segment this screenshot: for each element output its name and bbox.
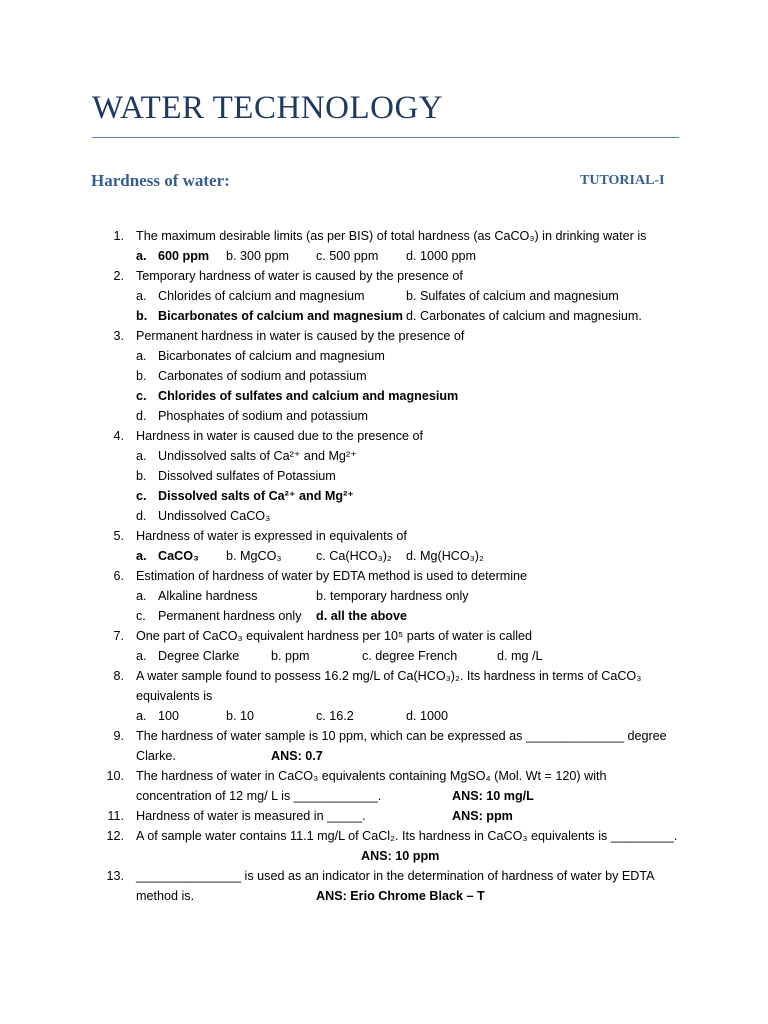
option-d: d. 1000 ppm [406,249,477,263]
option-b: b. 300 ppm [226,249,290,263]
option-c [136,486,354,506]
option-a [136,286,365,306]
option-c: c. 500 ppm [316,249,379,263]
answer-text: ANS: ppm [452,809,513,823]
option-text: Dissolved sulfates of Potassium [158,469,336,483]
option-c [136,386,458,406]
title-rule [92,137,679,138]
option-d [136,406,368,426]
option-text: Bicarbonates of calcium and magnesium [158,349,385,363]
question-number: 3. [113,329,124,343]
option-text: Undissolved CaCO₃ [158,509,271,523]
option-label: c. [136,609,146,623]
option-d: d. Mg(HCO₃)₂ [406,549,484,563]
option-label: a. [136,589,147,603]
question-2 [0,266,768,326]
question-text: Temporary hardness of water is caused by the presence of [136,269,463,283]
option-label: b. [136,369,147,383]
question-1 [0,226,768,266]
question-text: Permanent hardness in water is caused by the presence of [136,329,465,343]
tutorial-label: TUTORIAL-I [580,173,665,188]
question-text: The hardness of water in CaCO₃ equivalents containing MgSO₄ (Mol. Wt = 120) with [136,769,607,783]
question-number: 12. [106,829,124,843]
option-c [136,606,302,626]
question-text: The hardness of water sample is 10 ppm, which can be expressed as ______________ degree [136,729,667,743]
option-d: d. mg /L [497,649,543,663]
option-b: b. temporary hardness only [316,589,469,603]
option-label: b. [136,309,148,323]
question-5 [0,526,768,566]
option-text: Phosphates of sodium and potassium [158,409,369,423]
question-text: A of sample water contains 11.1 mg/L of CaCl₂. Its hardness in CaCO₃ equivalents is _________. [136,829,678,843]
option-text: Chlorides of calcium and magnesium [158,289,365,303]
option-b: b. 10 [226,709,255,723]
question-text-continued: concentration of 12 mg/ L is ____________. [136,789,382,803]
option-label: a. [136,249,147,263]
question-number: 8. [113,669,124,683]
question-text: Hardness of water is expressed in equivalents of [136,529,407,543]
question-list [0,226,768,906]
question-number: 2. [113,269,124,283]
question-4 [0,426,768,526]
answer-text: ANS: 0.7 [271,749,323,763]
question-10 [0,766,768,806]
question-6 [0,566,768,626]
question-text: _______________ is used as an indicator in the determination of hardness of water by EDTA [136,869,655,883]
question-text: Estimation of hardness of water by EDTA method is used to determine [136,569,528,583]
option-c: c. degree French [362,649,458,663]
option-label: c. [136,489,147,503]
option-text: Bicarbonates of calcium and magnesium [158,309,403,323]
question-number: 9. [113,729,124,743]
option-label: d. [136,509,147,523]
page-title: WATER TECHNOLOGY [92,90,444,126]
question-number: 4. [113,429,124,443]
question-text-continued: method is. [136,889,195,903]
answer-text: ANS: 10 mg/L [452,789,534,803]
question-text: A water sample found to possess 16.2 mg/L of Ca(HCO₃)₂. Its hardness in terms of CaCO₃ [136,669,642,683]
option-a [136,646,239,666]
option-d: d. 1000 [406,709,449,723]
question-text-continued: Clarke. [136,749,176,763]
option-a [136,246,209,266]
option-b: b. MgCO₃ [226,549,282,563]
question-text: The maximum desirable limits (as per BIS) of total hardness (as CaCO₃) in drinking water is [136,229,647,243]
answer-text: ANS: 10 ppm [361,849,440,863]
option-label: a. [136,549,147,563]
question-9 [0,726,768,766]
option-label: d. [136,409,147,423]
option-c: c. 16.2 [316,709,354,723]
question-number: 7. [113,629,124,643]
section-heading: Hardness of water: [91,171,230,190]
question-number: 11. [107,809,124,823]
question-number: 10. [106,769,124,783]
option-label: a. [136,349,147,363]
option-a [136,706,179,726]
option-text: Degree Clarke [158,649,240,663]
question-8 [0,666,768,726]
option-text: CaCO₃ [158,549,199,563]
question-number: 13. [106,869,124,883]
option-text: Alkaline hardness [158,589,258,603]
option-text: Permanent hardness only [158,609,302,623]
question-12 [0,826,768,866]
option-label: c. [136,389,147,403]
question-13 [0,866,768,906]
option-d: d. all the above [316,609,407,623]
question-11 [0,806,768,826]
question-text-continued: equivalents is [136,689,213,703]
option-a [136,586,257,606]
option-b: b. ppm [271,649,310,663]
question-number: 1. [113,229,124,243]
question-number: 6. [113,569,124,583]
option-label: b. [136,469,147,483]
option-text: Chlorides of sulfates and calcium and magnesium [158,389,459,403]
question-number: 5. [113,529,124,543]
option-a [136,446,357,466]
option-b [136,366,367,386]
option-a [136,546,199,566]
option-c [136,306,403,326]
option-b [136,466,336,486]
question-7 [0,626,768,666]
option-text: Undissolved salts of Ca²⁺ and Mg²⁺ [158,449,357,463]
option-d: d. Carbonates of calcium and magnesium. [406,309,642,323]
option-label: a. [136,289,147,303]
option-label: a. [136,709,147,723]
option-a [136,346,385,366]
question-3 [0,326,768,426]
option-text: Carbonates of sodium and potassium [158,369,367,383]
option-label: a. [136,649,147,663]
option-text: Dissolved salts of Ca²⁺ and Mg²⁺ [158,489,354,503]
answer-text: ANS: Erio Chrome Black – T [316,889,485,903]
question-text: One part of CaCO₃ equivalent hardness per 10⁵ parts of water is called [136,629,533,643]
option-b: b. Sulfates of calcium and magnesium [406,289,619,303]
option-d [136,506,270,526]
option-label: a. [136,449,147,463]
question-text: Hardness in water is caused due to the presence of [136,429,424,443]
option-c: c. Ca(HCO₃)₂ [316,549,392,563]
option-text: 600 ppm [158,249,210,263]
question-text: Hardness of water is measured in _____. [136,809,366,823]
option-text: 100 [158,709,180,723]
